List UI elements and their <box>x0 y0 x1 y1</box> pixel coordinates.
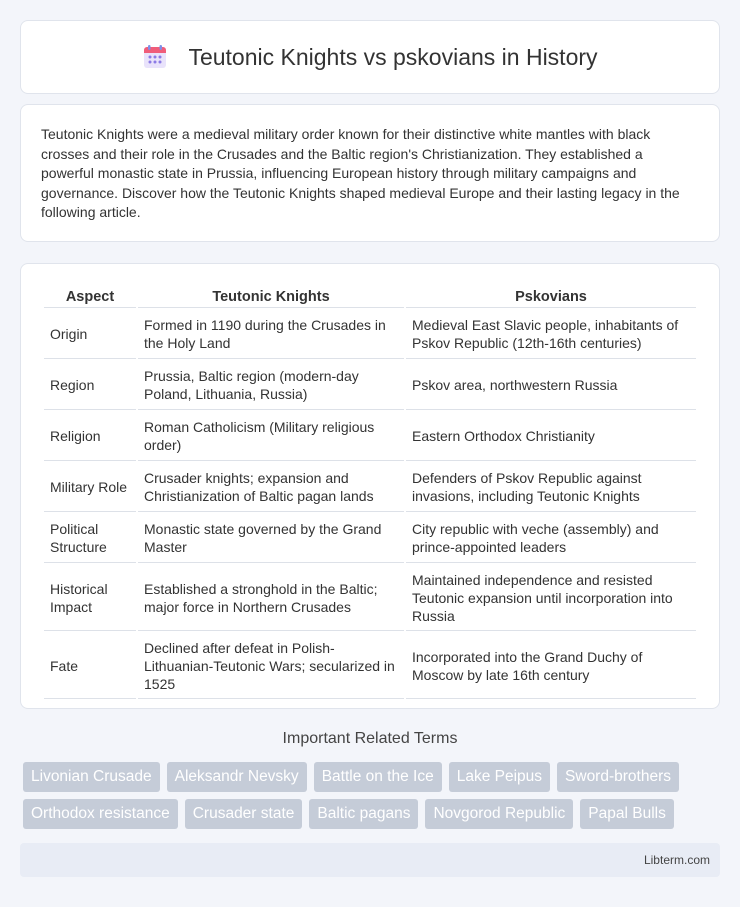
row-pskovian-value: Medieval East Slavic people, inhabitants of Pskov Republic (12th-16th centuries) <box>406 310 696 359</box>
row-aspect: Fate <box>44 633 136 699</box>
calendar-icon <box>142 44 168 70</box>
related-term-tag[interactable]: Battle on the Ice <box>314 762 442 792</box>
related-term-tag[interactable]: Aleksandr Nevsky <box>167 762 307 792</box>
related-term-tag[interactable]: Novgorod Republic <box>425 799 573 829</box>
table-header-row <box>44 286 696 308</box>
comparison-table-card <box>20 263 720 709</box>
related-term-tag[interactable]: Crusader state <box>185 799 303 829</box>
row-pskovian-value: Maintained independence and resisted Teutonic expansion until incorporation into Russia <box>406 565 696 631</box>
page-title: Teutonic Knights vs pskovians in History <box>188 43 598 70</box>
table-row <box>44 361 696 410</box>
row-aspect: Region <box>44 361 136 410</box>
table-row <box>44 514 696 563</box>
related-term-tag[interactable]: Sword-brothers <box>557 762 679 792</box>
row-teutonic-value: Established a stronghold in the Baltic; major force in Northern Crusades <box>138 565 404 631</box>
row-pskovian-value: Pskov area, northwestern Russia <box>406 361 696 410</box>
row-teutonic-value: Roman Catholicism (Military religious order) <box>138 412 404 461</box>
table-row <box>44 463 696 512</box>
intro-card <box>20 104 720 242</box>
comparison-table <box>42 284 698 701</box>
footer <box>20 843 720 877</box>
table-row <box>44 565 696 631</box>
row-teutonic-value: Prussia, Baltic region (modern-day Poland, Lithuania, Russia) <box>138 361 404 410</box>
related-terms-list <box>23 762 723 829</box>
table-row <box>44 633 696 699</box>
related-terms-title: Important Related Terms <box>282 730 458 747</box>
row-teutonic-value: Declined after defeat in Polish-Lithuanian-Teutonic Wars; secularized in 1525 <box>138 633 404 699</box>
row-aspect: Military Role <box>44 463 136 512</box>
header-aspect: Aspect <box>44 286 136 308</box>
header-teutonic-knights: Teutonic Knights <box>138 286 404 308</box>
row-aspect: Political Structure <box>44 514 136 563</box>
related-term-tag[interactable]: Papal Bulls <box>580 799 674 829</box>
table-row <box>44 412 696 461</box>
row-teutonic-value: Formed in 1190 during the Crusades in the Holy Land <box>138 310 404 359</box>
row-pskovian-value: City republic with veche (assembly) and prince-appointed leaders <box>406 514 696 563</box>
header-pskovians: Pskovians <box>406 286 696 308</box>
related-term-tag[interactable]: Lake Peipus <box>449 762 550 792</box>
row-aspect: Origin <box>44 310 136 359</box>
header-card <box>20 20 720 94</box>
row-pskovian-value: Defenders of Pskov Republic against invasions, including Teutonic Knights <box>406 463 696 512</box>
footer-site-link[interactable]: Libterm.com <box>643 853 710 867</box>
row-teutonic-value: Crusader knights; expansion and Christianization of Baltic pagan lands <box>138 463 404 512</box>
intro-text: Teutonic Knights were a medieval military order known for their distinctive white mantles with black crosses and their role in the Crusades and the Baltic region's Christianization. They established a powerful monastic state in Prussia, influencing European history through military campaigns and governance. Discover how the Teutonic Knights shaped medieval Europe and their lasting legacy in the following article. <box>41 126 680 220</box>
row-pskovian-value: Eastern Orthodox Christianity <box>406 412 696 461</box>
row-aspect: Religion <box>44 412 136 461</box>
related-term-tag[interactable]: Orthodox resistance <box>23 799 178 829</box>
related-term-tag[interactable]: Livonian Crusade <box>23 762 160 792</box>
related-term-tag[interactable]: Baltic pagans <box>309 799 418 829</box>
row-pskovian-value: Incorporated into the Grand Duchy of Moscow by late 16th century <box>406 633 696 699</box>
row-aspect: Historical Impact <box>44 565 136 631</box>
row-teutonic-value: Monastic state governed by the Grand Master <box>138 514 404 563</box>
table-row <box>44 310 696 359</box>
